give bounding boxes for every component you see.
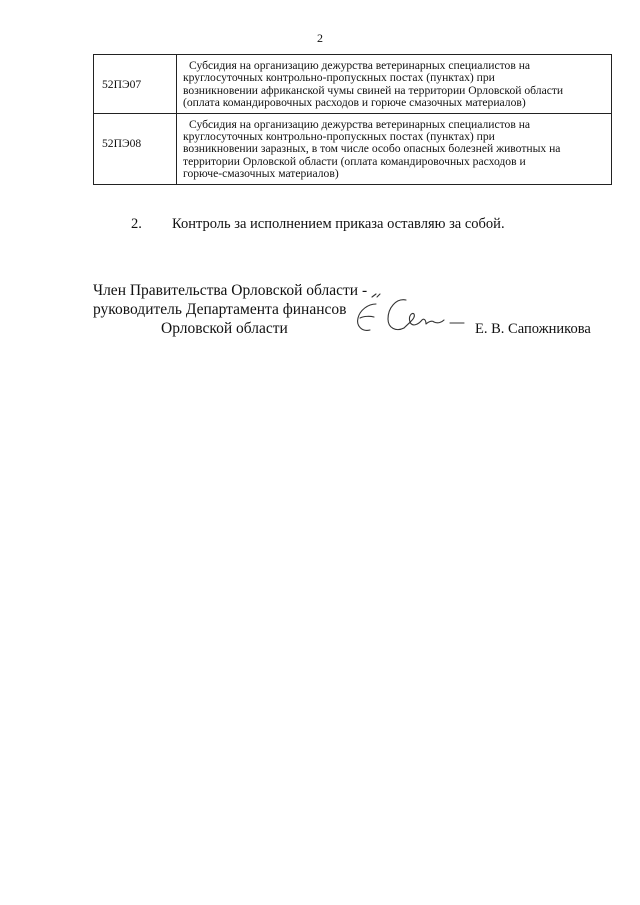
- description-line: Субсидия на организацию дежурства ветеринарных специалистов на: [189, 117, 531, 131]
- signatory-name: Е. В. Сапожникова: [475, 321, 591, 337]
- signatory-title-line: Член Правительства Орловской области -: [93, 282, 368, 299]
- table-row: [94, 113, 612, 184]
- item-text: Контроль за исполнением приказа оставляю за собой.: [172, 216, 505, 232]
- page-number: 2: [317, 31, 323, 45]
- description-line: возникновении заразных, в том числе особо опасных болезней животных на: [183, 142, 561, 156]
- description-line: горюче-смазочных материалов): [183, 167, 339, 181]
- subsidy-table: [93, 54, 612, 185]
- row-code: 52ПЭ07: [94, 55, 177, 114]
- row-description: [177, 113, 612, 184]
- table-row: [94, 55, 612, 114]
- row-code: 52ПЭ08: [94, 113, 177, 184]
- row-description: [177, 55, 612, 114]
- signatory-title-line: Орловской области: [161, 320, 288, 337]
- description-line: возникновении африканской чумы свиней на территории Орловской области: [183, 83, 564, 97]
- description-line: круглосуточных контрольно-пропускных постах (пунктах) при: [183, 130, 495, 144]
- description-line: территории Орловской области (оплата командировочных расходов и: [183, 154, 526, 168]
- description-line: Субсидия на организацию дежурства ветеринарных специалистов на: [189, 59, 531, 72]
- description-line: (оплата командировочных расходов и горюче смазочных материалов): [183, 96, 526, 110]
- item-number: 2.: [131, 216, 142, 232]
- handwritten-signature: [346, 292, 466, 340]
- signatory-title: [93, 281, 367, 338]
- signatory-title-line: руководитель Департамента финансов: [93, 301, 347, 318]
- description-line: круглосуточных контрольно-пропускных постах (пунктах) при: [183, 71, 495, 85]
